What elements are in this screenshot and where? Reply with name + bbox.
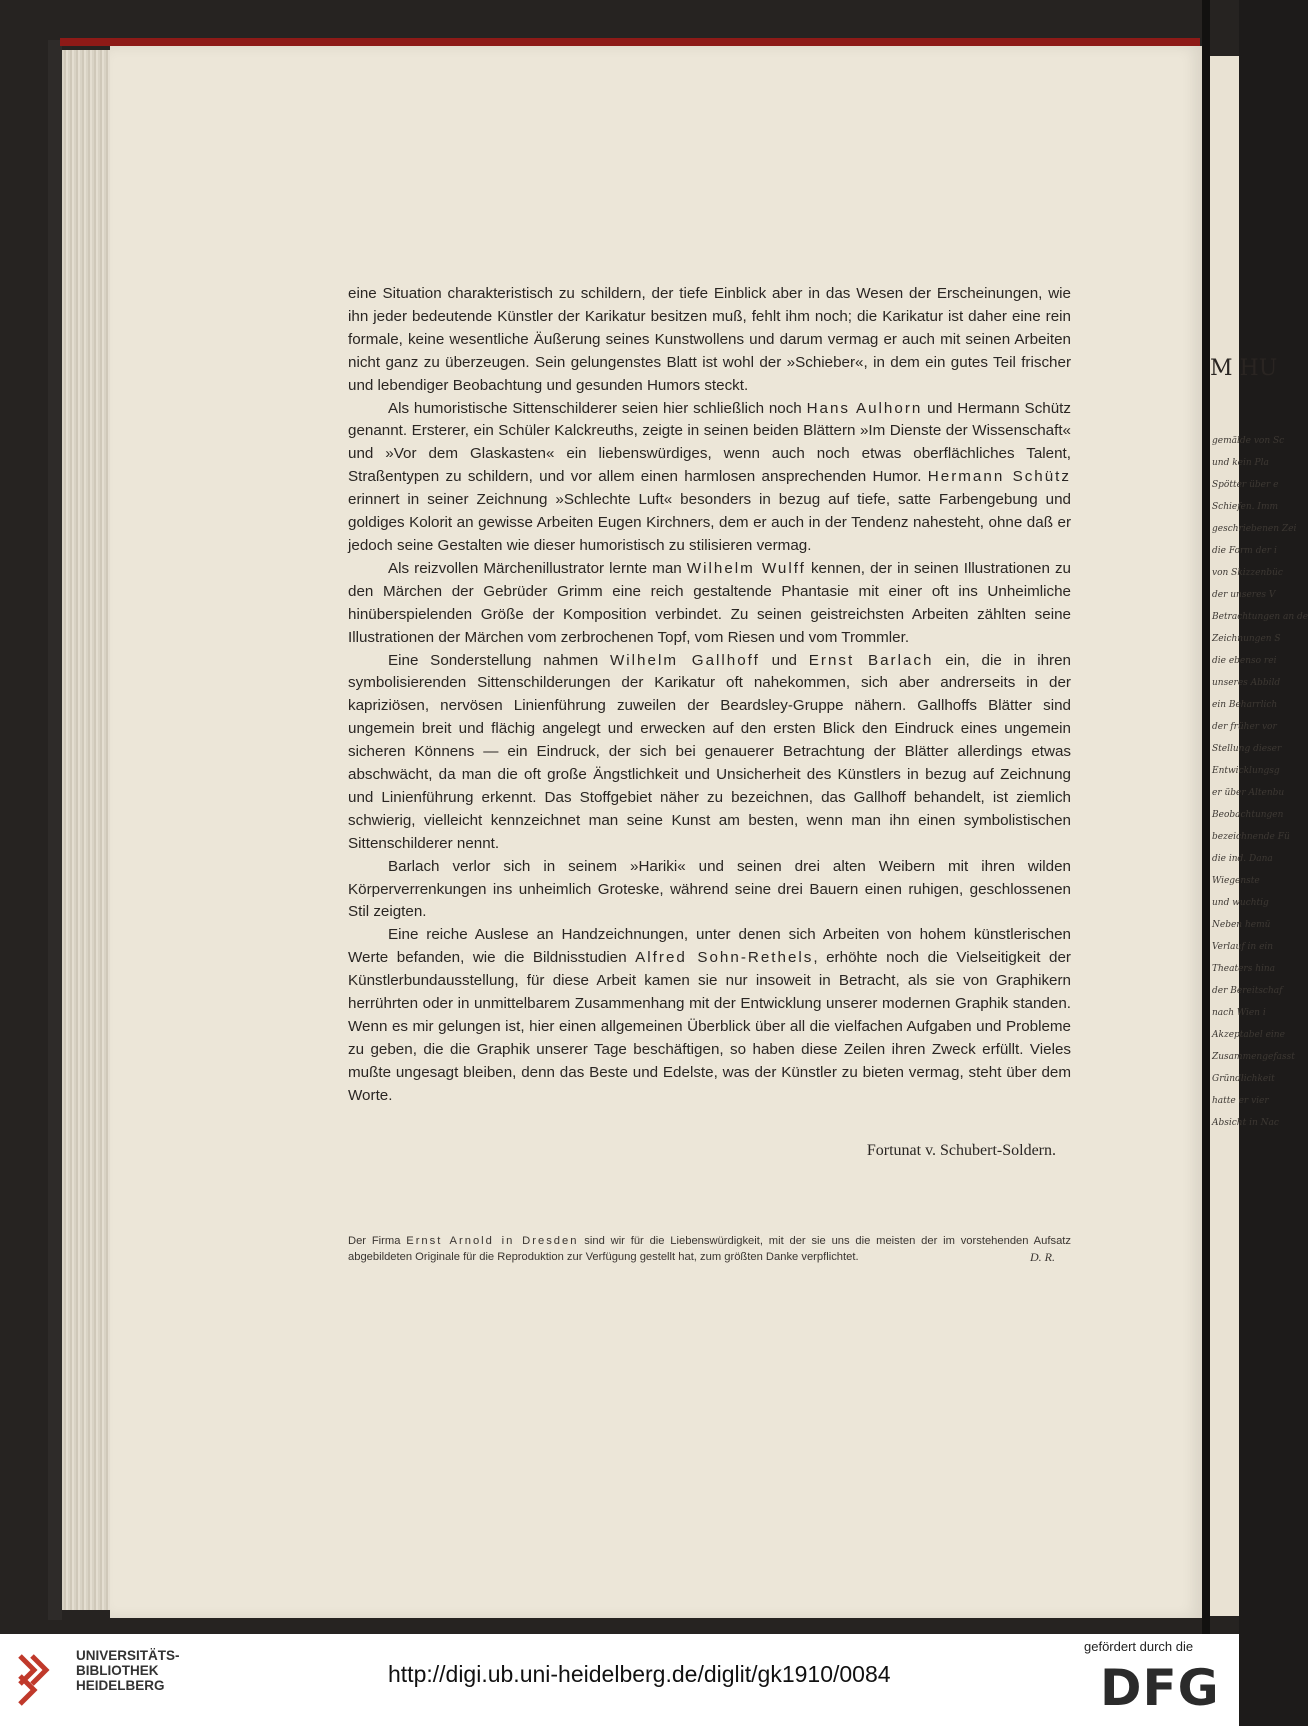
editor-initials: D. R. — [1030, 1249, 1055, 1264]
spaced-name: Wilhelm Gallhoff — [609, 651, 760, 669]
adjacent-page-line: ein Beharrlich — [1212, 700, 1278, 710]
adjacent-page-line: der früher vor — [1212, 722, 1277, 732]
text-run: kennen, der in seinen Illustrationen zu den Märchen der Gebrüder Grimm eine reich gestaltende Phantasie mit einer oft ins Unheimliche hinüberspielenden Größe der Komposition verbindet. Zu seinen geistreichsten Arbeiten zählten seine Illustrationen der Märchen vom zerbrochenen Topf, vom Riesen und vom Trommler. — [348, 559, 1071, 646]
adjacent-page-line: die ind. Dana — [1212, 854, 1273, 864]
digitization-footer — [0, 1634, 1239, 1726]
adjacent-page-line: der Bereitschaf — [1212, 986, 1283, 996]
library-name — [76, 1648, 180, 1693]
paragraph — [348, 283, 1071, 398]
spaced-name: Ernst Arnold in Dresden — [406, 1235, 579, 1247]
adjacent-page-line: gemälde von Sc — [1212, 436, 1285, 446]
paragraph — [348, 856, 1071, 925]
text-run: Der Firma — [348, 1235, 407, 1247]
adjacent-page-line: hatte er vier — [1212, 1096, 1269, 1106]
adjacent-page-line: Zeichnungen S — [1212, 634, 1281, 644]
adjacent-page-line: Spötter über e — [1212, 480, 1279, 490]
book-cover-edge — [48, 40, 62, 1620]
adjacent-page-line: Neben hemü — [1212, 920, 1271, 930]
adjacent-page-line: und wuchtig — [1212, 898, 1269, 908]
article-text — [348, 283, 1071, 1108]
adjacent-page-line: die Form der i — [1212, 546, 1277, 556]
adjacent-page-heading: M HU — [1210, 356, 1278, 381]
adjacent-page-line: Betrachtungen an de — [1212, 612, 1308, 622]
adjacent-page-line: von Skizzenbüc — [1212, 568, 1283, 578]
adjacent-page-line: nach Wien i — [1212, 1008, 1266, 1018]
adjacent-page-line: die ebenso rei — [1212, 656, 1277, 666]
adjacent-page-line: Zusammengefasst — [1212, 1052, 1295, 1062]
text-run: Als humoristische Sittenschilderer seien hier schließlich noch — [388, 399, 807, 417]
text-run: Barlach verlor sich in seinem »Hariki« und seinen drei alten Weibern mit ihren wilden Körperverrenkungen ins unheimlich Groteske, während seine drei Bauern einen ruhigen, geschlossenen Stil zeigten. — [348, 857, 1071, 921]
adjacent-page-line: bezeichnende Fü — [1212, 832, 1290, 842]
university-library-logo-icon — [14, 1650, 70, 1706]
page-stack-edge — [62, 50, 114, 1610]
spaced-name: Hermann Schütz — [927, 468, 1072, 486]
text-run: erinnert in seiner Zeichnung »Schlechte Luft« besonders in bezug auf tiefe, satte Farbengebung und goldiges Kolorit an gewisse Arbeiten Eugen Kirchners, dem er auch in der Tendenz nahesteht, ohne daß er jedoch seine Gestalten wie dieser humoristisch zu stilisieren vermag. — [348, 491, 1071, 554]
author-signature: Fortunat v. Schubert-Soldern. — [866, 1142, 1056, 1159]
acknowledgement-footnote — [348, 1234, 1071, 1265]
text-run: , erhöhte noch die Vielseitigkeit der Künstlerbundausstellung, für diese Arbeit kamen sie nur insoweit in Betracht, als sie von Graphikern herrührten oder in unmittelbarem Zusammenhang mit der Entwicklung unserer modernen Graphik standen. Wenn es mir gelungen ist, hier einen allgemeinen Überblick über all die vielfachen Aufgaben und Probleme zu geben, die die Graphik unserer Tage beschäftigen, so haben diese Zeilen ihren Zweck erfüllt. Vieles mußte ungesagt bleiben, denn das Beste und Edelste, was der Künstler zu bieten vermag, steht über dem Worte. — [348, 949, 1071, 1104]
spaced-name: Alfred Sohn-Rethels — [635, 949, 814, 967]
library-name-line-1: UNIVERSITÄTS- — [76, 1648, 180, 1663]
permalink-url[interactable]: http://digi.ub.uni-heidelberg.de/diglit/gk1910/0084 — [388, 1661, 891, 1687]
adjacent-page-line: Entwicklungsg — [1212, 766, 1280, 776]
text-run: eine Situation charakteristisch zu schildern, der tiefe Einblick aber in das Wesen der Erscheinungen, wie ihn jeder bedeutende Künstler der Karikatur besitzen muß, fehlt ihm noch; die Karikatur ist daher eine rein formale, keine wesentliche Äußerung seines Kunstwollens und darum vermag er auch mit seinen Arbeiten nicht ganz zu überzeugen. Sein gelungenstes Blatt ist wohl der »Schieber«, in dem ein gutes Teil frischer und lebendiger Beobachtung und gesunden Humors steckt. — [348, 285, 1071, 394]
adjacent-page-line: Absicht in Nac — [1212, 1118, 1279, 1128]
adjacent-page-line: Beobachtungen — [1212, 810, 1284, 820]
adjacent-page-edge — [1210, 56, 1308, 1616]
library-name-line-2: BIBLIOTHEK — [76, 1663, 159, 1678]
dfg-logo: DFG — [1100, 1659, 1220, 1717]
adjacent-page-line: der unseres V — [1212, 590, 1276, 600]
adjacent-page-line: geschriebenen Zei — [1212, 524, 1297, 534]
adjacent-page-line: Wiegenste — [1212, 876, 1260, 886]
adjacent-page-line: Stellung dieser — [1212, 744, 1282, 754]
paragraph — [348, 924, 1071, 1107]
text-run: sind wir für die Liebenswürdigkeit, mit der sie uns die meisten der im vorstehenden Aufsatz abgebildeten Originale für die Reproduktion zur Verfügung gestellt hat, zum größten Danke verpflichtet. — [348, 1235, 1071, 1263]
text-run: und Hermann Schütz genannt. Ersterer, ein Schüler Kalckreuths, zeigte in seinen beiden Blättern »Im Dienste der Wissenschaft« und »Vor dem Glaskasten« ein liebenswürdiges, wenn auch noch etwas oberflächliches Talent, Straßentypen zu schildern, und vor allem einen harmlosen ansprechenden Humor. — [348, 399, 1071, 486]
paragraph — [348, 558, 1071, 650]
adjacent-page-line: er über Altenbu — [1212, 788, 1285, 798]
text-run: Eine Sonderstellung nahmen — [388, 651, 610, 669]
text-run: ein, die in ihren symbolisierenden Sittenschilderungen der Karikatur oft nahekommen, sich aber andrerseits in der kapriziösen, nervösen Linienführung zuweilen der Beardsley-Gruppe nähern. Gallhoffs Blätter sind ungemein breit und flächig angelegt und erwecken auf den ersten Blick den Eindruck eines ungemein sicheren Könnens — ein Eindruck, der sich bei genauerer Betrachtung der Blätter allerdings etwas abschwächt, da man die oft große Ängstlichkeit und Unsicherheit des Künstlers in bezug auf Zeichnung und Linienführung erkennt. Das Stoffgebiet näher zu bezeichnen, das Gallhoff behandelt, ist ziemlich schwierig, vielleicht kennzeichnet man seine Kunst am besten, wenn man ihn einen symbolistischen Sittenschilderer nennt. — [348, 651, 1071, 852]
book-gutter — [1202, 0, 1210, 1634]
adjacent-page-line: Akzeptabel eine — [1212, 1030, 1285, 1040]
paragraph — [348, 398, 1071, 558]
bookmark-ribbon — [60, 38, 1200, 46]
paragraph — [348, 650, 1071, 856]
text-run: Eine reiche Auslese an Handzeichnungen, unter denen sich Arbeiten von hohem künstlerischen Werte befanden, wie die Bildnisstudien — [348, 926, 1071, 967]
text-run: Als reizvollen Märchenillustrator lernte man — [388, 559, 687, 577]
spaced-name: Ernst Barlach — [808, 651, 934, 669]
adjacent-page-line: Verlauf in ein — [1212, 942, 1274, 952]
spaced-name: Wilhelm Wulff — [686, 559, 806, 577]
funded-by-label: gefördert durch die — [1084, 1639, 1194, 1654]
library-name-line-3: HEIDELBERG — [76, 1678, 165, 1693]
adjacent-page-line: unseres Abbild — [1212, 678, 1281, 688]
adjacent-page-line: Gründlichkeit — [1212, 1074, 1275, 1084]
adjacent-page-line: Theaters hina — [1212, 964, 1276, 974]
adjacent-page-line: Schiefen. Imm — [1212, 502, 1279, 512]
adjacent-page-line: und kein Pla — [1212, 458, 1269, 468]
text-run: und — [759, 651, 809, 669]
spaced-name: Hans Aulhorn — [806, 399, 923, 417]
